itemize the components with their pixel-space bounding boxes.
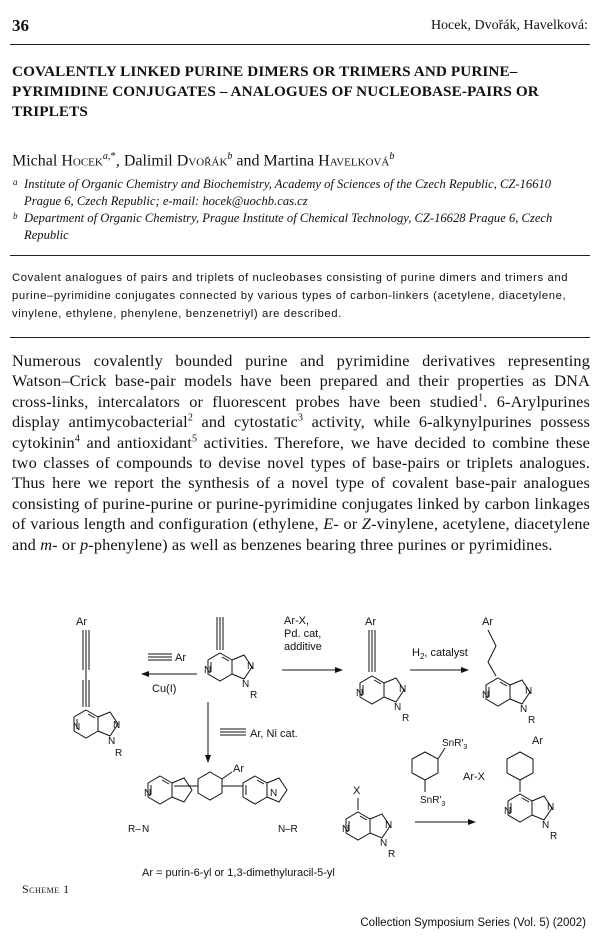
svg-text:H2, catalyst: $H_2$, catalyst [412, 647, 468, 661]
svg-text:X: X [353, 785, 361, 797]
author-list [12, 150, 394, 170]
svg-text:Ar: Ar [233, 763, 244, 775]
affiliation-b-mark: b [13, 211, 18, 221]
svg-text:N: N [542, 820, 550, 831]
svg-text:Ar-X: Ar-X [463, 771, 485, 783]
svg-text:SnR'3: $SnR'_3$ [420, 795, 446, 808]
running-head: Hocek, Dvořák, Havelková: [430, 18, 588, 33]
svg-text:N: N [204, 665, 212, 676]
reaction-scheme [70, 612, 590, 897]
svg-text:Ar-X,: Ar-X, [284, 615, 310, 627]
arylphenylpurine-structure [504, 735, 557, 842]
cu-reaction-arrow [142, 652, 197, 695]
article-title: COVALENTLY LINKED PURINE DIMERS OR TRIMERS AND PURINE–PYRIMIDINE CONJUGATES – ANALOGUES OF NUCLEOBASE-PAIRS OR TRIPLETS [12, 63, 539, 120]
svg-text:N: N [385, 820, 393, 831]
affiliation-b [13, 210, 589, 243]
svg-text:–R: –R [285, 824, 298, 835]
stannylarene-reagent-structure [412, 738, 486, 822]
svg-text:Ar: Ar [175, 652, 186, 664]
affiliation-a-mark: a [13, 177, 18, 187]
abstract-top-rule [10, 255, 590, 256]
svg-text:N: N [547, 802, 555, 813]
author-1-last: Hocek [61, 152, 103, 170]
svg-text:N: N [504, 806, 512, 817]
svg-text:Ar: Ar [365, 616, 376, 628]
svg-text:N: N [113, 720, 121, 731]
hydrogenation-arrow [410, 647, 468, 670]
svg-text:N: N [525, 686, 533, 697]
author-2-last: Dvořák [176, 152, 228, 170]
svg-text:R: R [388, 849, 396, 860]
ref-3: 3 [297, 412, 304, 424]
ni-reaction-arrow [208, 702, 298, 762]
ref-4: 4 [74, 433, 81, 445]
svg-text:N: N [108, 736, 116, 747]
ethynylpurine-structure [204, 617, 257, 701]
affiliation-a [13, 176, 589, 209]
author-2-affil-mark: b [227, 151, 233, 162]
arylethynylpurine-structure [356, 616, 409, 724]
author-3-affil-mark: b [389, 151, 395, 162]
abstract-bottom-rule [10, 337, 590, 338]
svg-text:N: N [242, 679, 250, 690]
svg-text:Ar: Ar [532, 735, 543, 747]
author-sep-1: , Dalimil [115, 152, 177, 170]
svg-text:N: N [380, 838, 388, 849]
svg-text:Ar: Ar [76, 616, 87, 628]
svg-text:N: N [73, 722, 81, 733]
svg-text:R: R [115, 748, 123, 759]
svg-text:N: N [342, 824, 350, 835]
svg-text:N: N [399, 684, 407, 695]
arylethylpurine-structure [482, 616, 535, 726]
svg-text:N: N [247, 661, 255, 672]
bispurinyl-arene-structure [128, 763, 298, 835]
svg-text:R: R [250, 690, 258, 701]
svg-text:N: N [270, 788, 278, 799]
svg-text:additive: additive [284, 641, 322, 653]
svg-text:SnR'3: $SnR'_3$ [442, 738, 468, 751]
ref-2: 2 [187, 412, 193, 424]
svg-text:N: N [394, 702, 402, 713]
affiliation-a-text: Institute of Organic Chemistry and Biochemistry, Academy of Sciences of the Czech Republic, CZ-16610 Prague 6, Czech Republic; e-mail: hocek@uochb.cas.cz [24, 177, 552, 208]
svg-text:Ar, Ni cat.: Ar, Ni cat. [250, 728, 298, 740]
svg-text:R: R [528, 715, 536, 726]
svg-text:R: R [402, 713, 410, 724]
ar-definition: Ar = purin-6-yl or 1,3-dimethyluracil-5-yl [142, 867, 335, 879]
svg-text:N: N [278, 824, 286, 835]
corresponding-star: * [110, 150, 116, 162]
svg-text:N: N [482, 690, 490, 701]
svg-text:R–: R– [128, 824, 141, 835]
page-header [10, 14, 590, 45]
author-3-last: Havelková [318, 152, 390, 170]
author-1-first: Michal [12, 152, 62, 170]
svg-text:Pd. cat,: Pd. cat, [284, 628, 322, 640]
svg-text:N: N [144, 788, 152, 799]
author-1-affil-mark: a, [102, 151, 111, 162]
scheme-caption: Scheme 1 [22, 882, 70, 896]
svg-text:N: N [356, 688, 364, 699]
abstract: Covalent analogues of pairs and triplets of nucleobases consisting of purine dimers and trimers and purine–pyrimidine conjugates connected by various types of carbon-linkers (acetylene, diacetylene, vinylene, ethylene, phenylene, benzenetriyl) are described. [12, 272, 569, 320]
pd-reaction-arrow [282, 615, 342, 670]
body-paragraph: Numerous covalently bounded purine and pyrimidine derivatives representing Watson–Crick base-pair models have been prepared and their properties as DNA cross-links, intercalators or fluorescent probes have been studied$^1$. 6-Arylpurines display antimycobacterial$^2$ and cytostatic$^3$ activity, while 6-alkynylpurines possess cytokinin$^4$ and antioxidant$^5$ activities. Therefore, we have decided to combine these two classes of compounds to devise novel types of base-pairs or triplets analogues. Thus here we report the synthesis of a novel type of covalent base-pair analogues consisting of purine-purine or purine-pyrimidine conjugates linked by carbon linkages of various length and configuration (ethylene, E- or Z-vinylene, acetylene, diacetylene and m- or p-phenylene) as well as benzenes bearing three purines or pyrimidines. [12, 351, 591, 554]
svg-text:Ar: Ar [482, 616, 493, 628]
svg-text:R: R [550, 831, 558, 842]
author-sep-2: and Martina [232, 152, 319, 170]
ref-1: 1 [478, 392, 484, 404]
svg-text:N: N [142, 824, 150, 835]
diacetylene-purine-structure [73, 616, 122, 759]
halopurine-structure [342, 785, 395, 860]
page-footer: Collection Symposium Series (Vol. 5) (2002) [360, 917, 586, 929]
svg-text:N: N [520, 704, 528, 715]
page-number: 36 [12, 16, 29, 35]
ref-5: 5 [191, 433, 198, 445]
svg-text:Cu(I): Cu(I) [152, 683, 177, 695]
affiliation-b-text: Department of Organic Chemistry, Prague Institute of Chemical Technology, CZ-16628 Prague 6, Czech Republic [24, 211, 553, 242]
